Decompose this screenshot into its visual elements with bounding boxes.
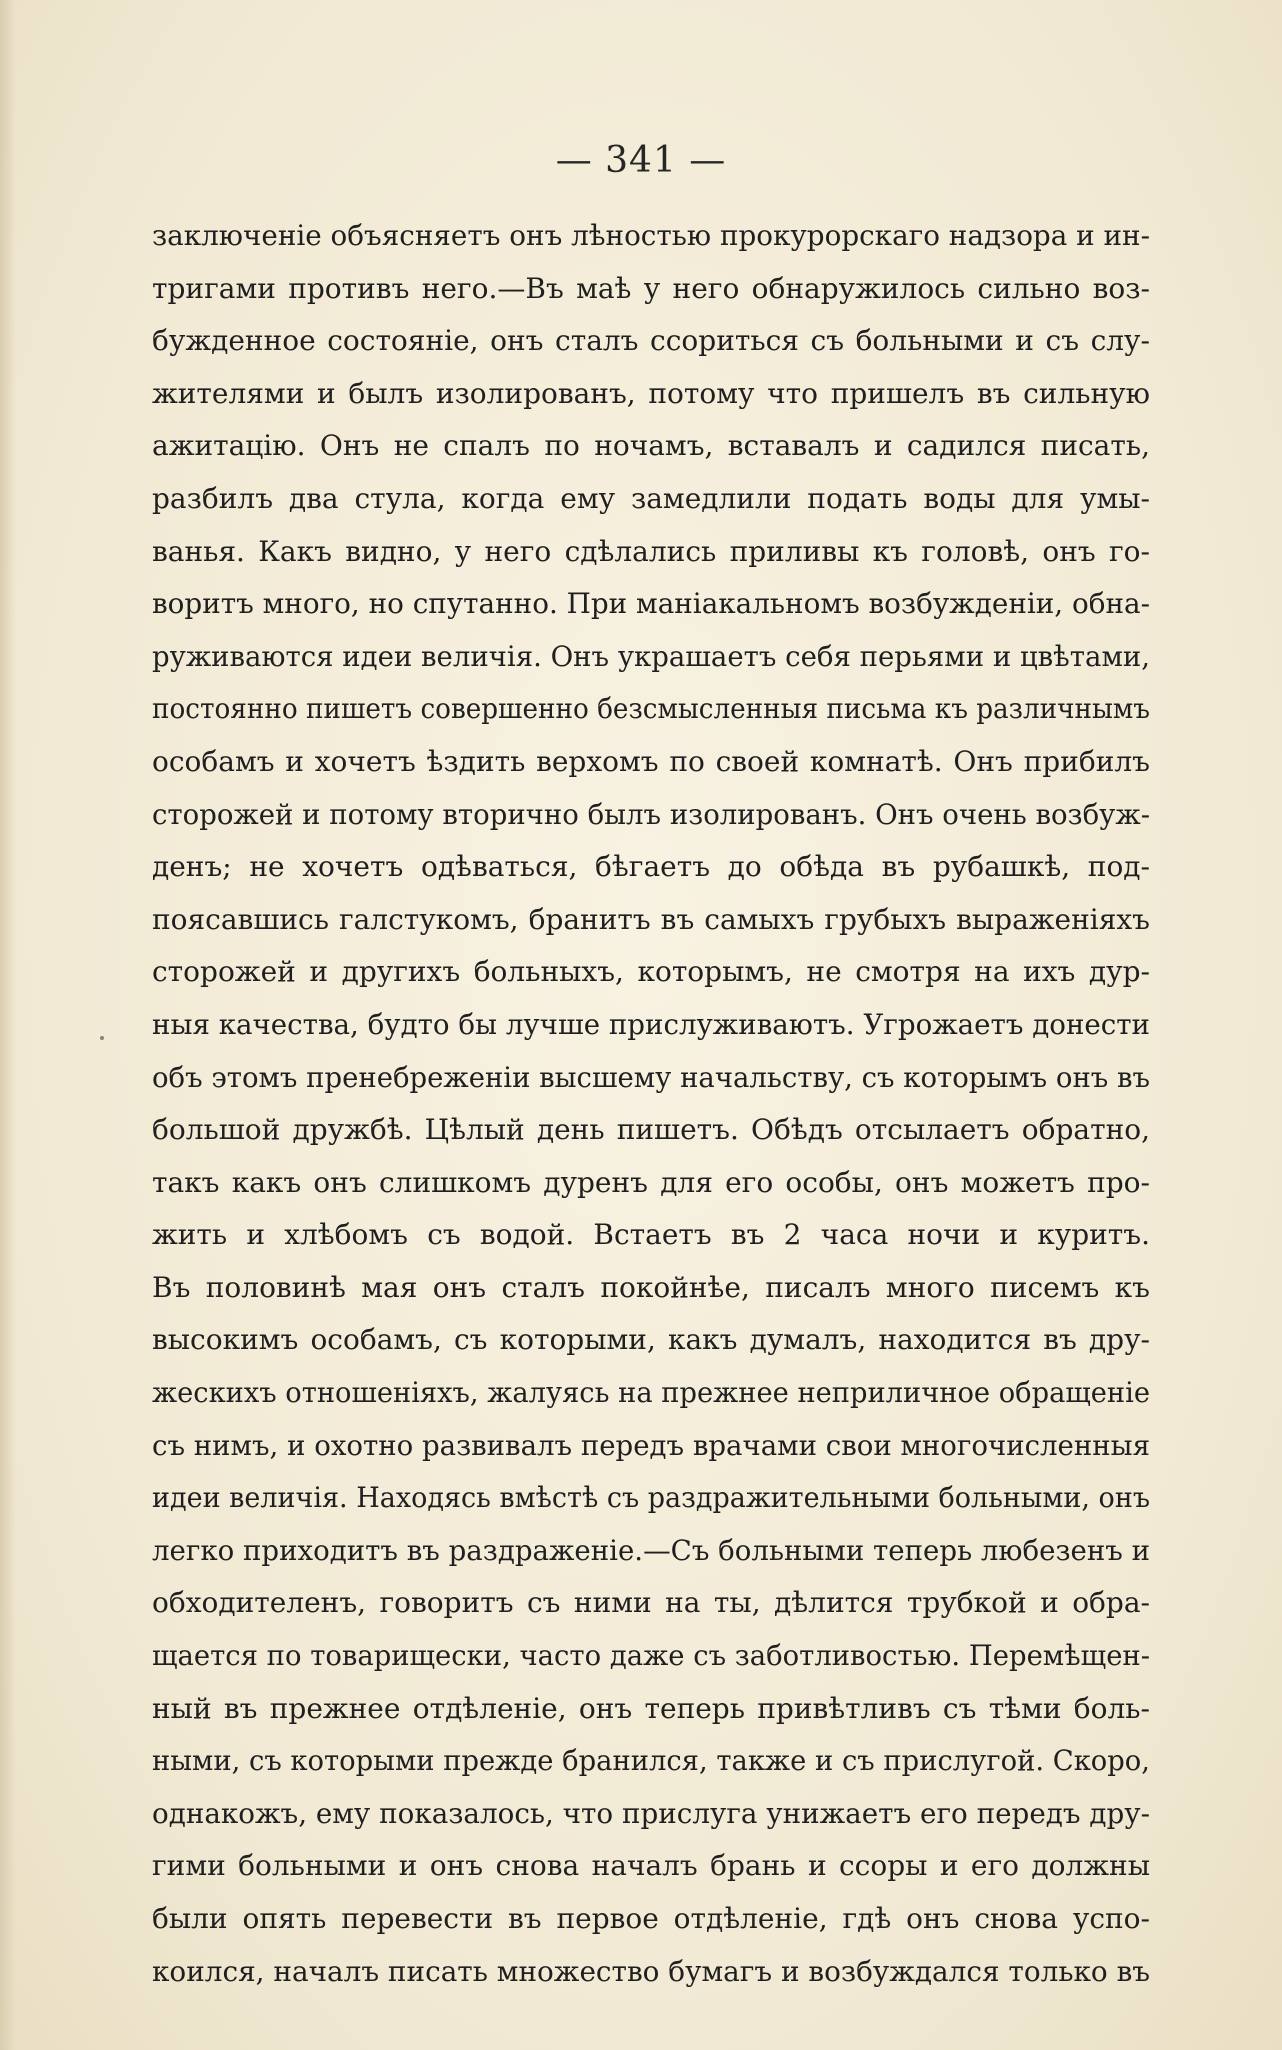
text-line: сторожей и потому вторично былъ изолированъ. Онъ очень возбуж- [152,797,1150,831]
text-line: особамъ и хочетъ ѣздить верхомъ по своей комнатѣ. Онъ прибилъ [152,744,1150,778]
ink-speck [100,1036,104,1040]
text-line: гими больными и онъ снова началъ брань и ссоры и его должны [152,1849,1150,1883]
text-line: большой дружбѣ. Цѣлый день пишетъ. Обѣдъ отсылаетъ обратно, [152,1113,1150,1147]
text-line: легко приходитъ въ раздраженіе.—Съ больными теперь любезенъ и [152,1533,1150,1567]
text-line: бужденное состояніе, онъ сталъ ссориться съ больными и съ слу- [152,324,1150,358]
text-line: ныя качества, будто бы лучше прислуживаютъ. Угрожаетъ донести [152,1007,1150,1041]
page-number: — 341 — [555,140,727,181]
text-line: тригами противъ него.—Въ маѣ у него обнаружилось сильно воз- [152,271,1150,305]
text-line: сторожей и другихъ больныхъ, которымъ, не смотря на ихъ дур- [152,955,1150,989]
text-line: высокимъ особамъ, съ которыми, какъ думалъ, находится въ дру- [152,1323,1150,1357]
text-line: постоянно пишетъ совершенно безсмысленныя письма къ различнымъ [152,692,1150,726]
text-line: ными, съ которыми прежде бранился, также и съ прислугой. Скоро, [152,1744,1150,1778]
page-edge-shadow [0,0,16,2050]
text-line: коился, началъ писать множество бумагъ и возбуждался только въ [152,1954,1150,1988]
text-line: поясавшись галстукомъ, бранитъ въ самыхъ грубыхъ выраженіяхъ [152,902,1150,936]
text-line: жескихъ отношеніяхъ, жалуясь на прежнее неприличное обращеніе [152,1376,1150,1410]
text-line: ванья. Какъ видно, у него сдѣлались приливы къ головѣ, онъ го- [152,534,1150,568]
text-line: такъ какъ онъ слишкомъ дуренъ для его особы, онъ можетъ про- [152,1165,1150,1199]
text-line: воритъ много, но спутанно. При маніакальномъ возбужденіи, обна- [152,587,1150,621]
text-line: заключеніе объясняетъ онъ лѣностью прокурорскаго надзора и ин- [152,219,1150,252]
body-text [152,210,1150,1998]
text-line: жить и хлѣбомъ съ водой. Встаетъ въ 2 часа ночи и куритъ. [152,1218,1150,1252]
text-line: ажитацію. Онъ не спалъ по ночамъ, вставалъ и садился писать, [152,429,1150,463]
text-line: жителями и былъ изолированъ, потому что пришелъ въ сильную [152,376,1150,410]
text-line: ный въ прежнее отдѣленіе, онъ теперь привѣтливъ съ тѣми боль- [152,1691,1150,1725]
text-line: разбилъ два стула, когда ему замедлили подать воды для умы- [152,481,1150,515]
text-line: идеи величія. Находясь вмѣстѣ съ раздражительными больными, онъ [152,1481,1150,1515]
text-line: были опять перевести въ первое отдѣленіе, гдѣ онъ снова успо- [152,1902,1150,1935]
text-line: однакожъ, ему показалось, что прислуга унижаетъ его передъ дру- [152,1796,1150,1830]
text-line: денъ; не хочетъ одѣваться, бѣгаетъ до обѣда въ рубашкѣ, под- [152,850,1150,884]
text-line: Въ половинѣ мая онъ сталъ покойнѣе, писалъ много писемъ къ [152,1270,1150,1304]
text-line: съ нимъ, и охотно развивалъ передъ врачами свои многочисленныя [152,1428,1150,1462]
text-line: щается по товарищески, часто даже съ заботливостью. Перемѣщен- [152,1639,1150,1673]
text-line: обходителенъ, говоритъ съ ними на ты, дѣлится трубкой и обра- [152,1586,1150,1620]
text-line: объ этомъ пренебреженіи высшему начальству, съ которымъ онъ въ [152,1060,1150,1094]
text-line: руживаются идеи величія. Онъ украшаетъ себя перьями и цвѣтами, [152,639,1150,673]
